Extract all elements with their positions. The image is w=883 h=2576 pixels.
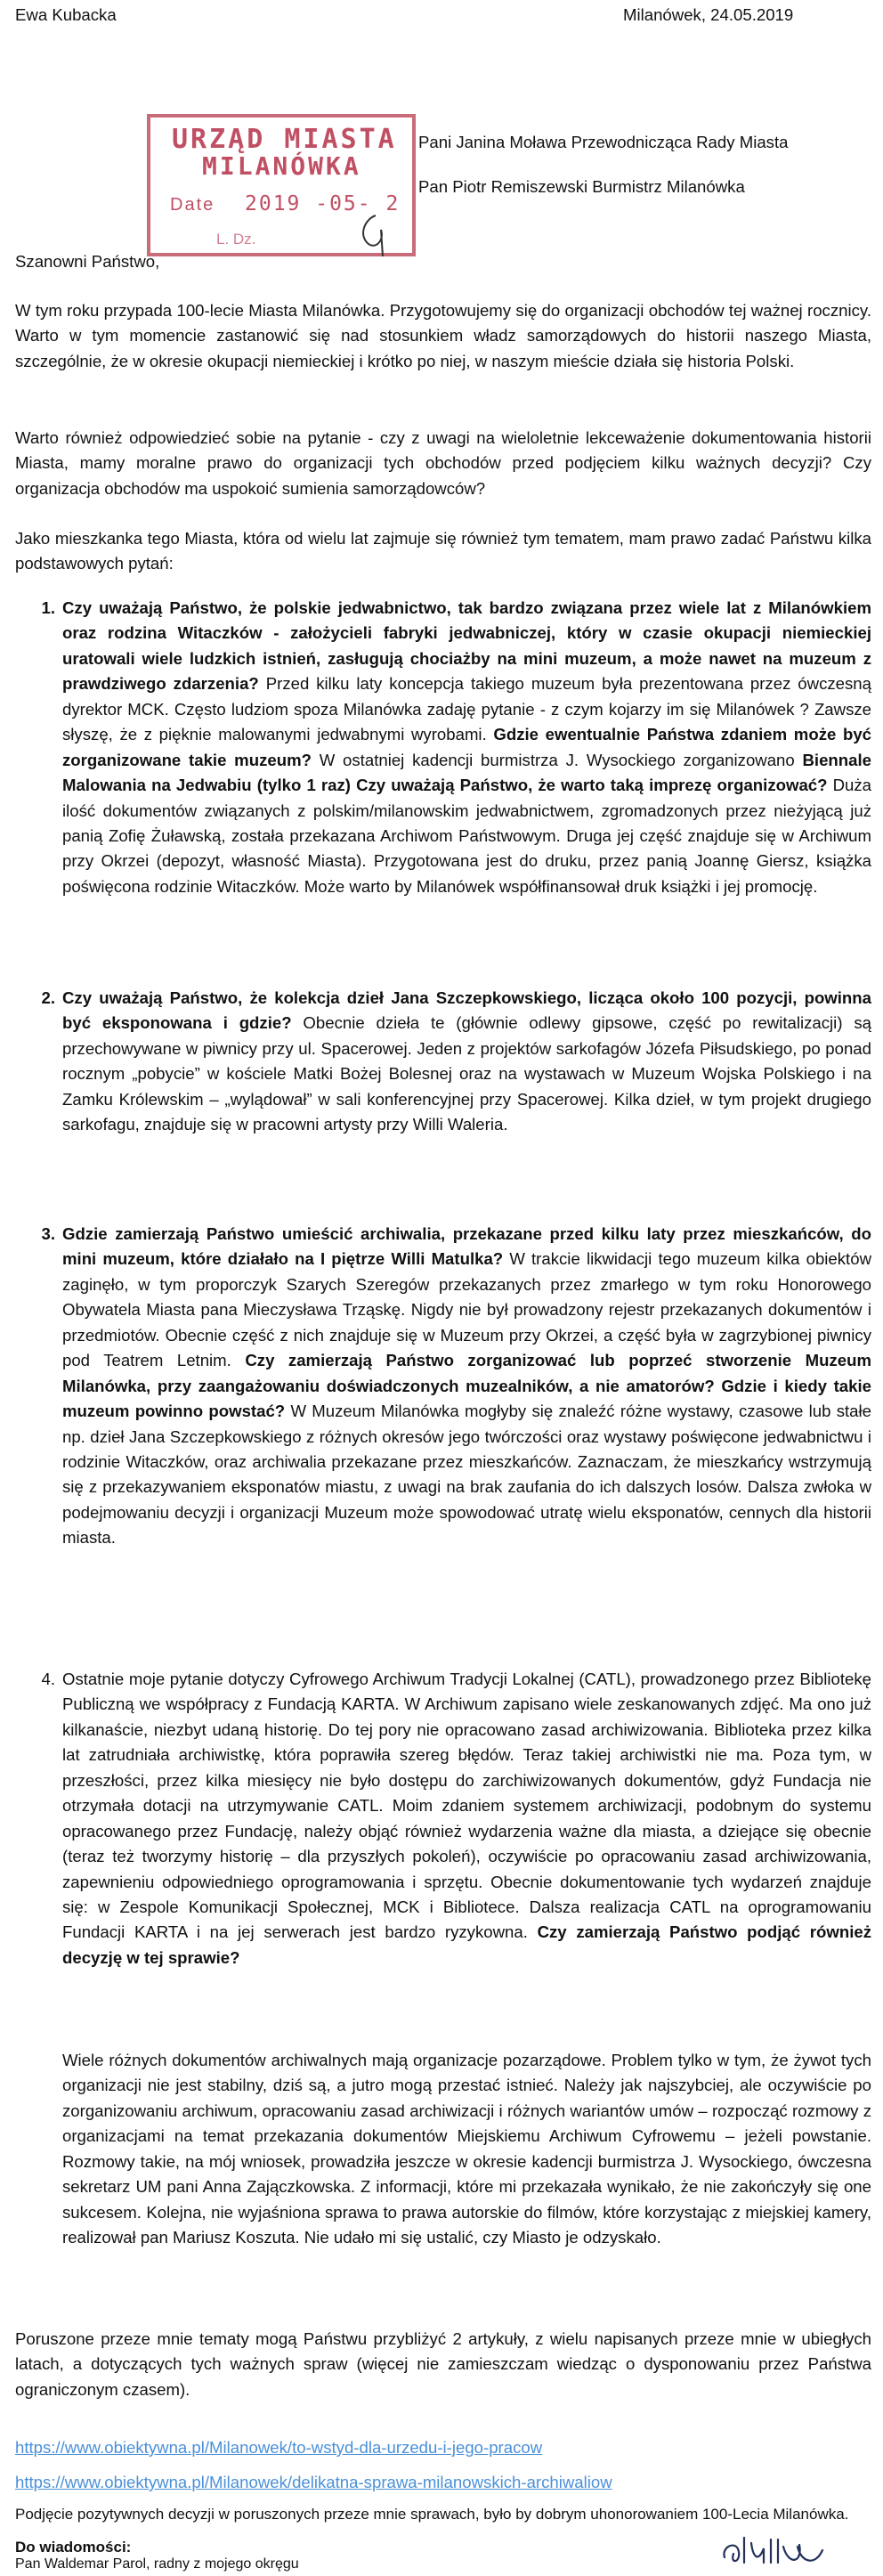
stamp-line1: URZĄD MIASTA (172, 124, 397, 155)
item-3-text-2: W Muzeum Milanówka mogłyby się znaleźć różne wystawy, czasowe lub stałe np. dzieł Jana Szczepkowskiego z różnych okresów jego twórczości oraz wystawy poświęcone jedwabnictwu i rodzinie Witaczków, oraz archiwalia przekazane przez mieszkańców. Zaznaczam, że mieszkańcy wstrzymują się z przekazywaniem eksponatów miastu, z uwagi na brak zaufania do ich dalszych losów. Dalsza zwłoka w podejmowaniu decyzji i organizacji Muzeum może spowodować utratę wielu eksponatów, cennych dla historii miasta. (62, 1402, 871, 1548)
stamp-sign-label: L. Dz. (216, 231, 256, 248)
item-2-question-1: Czy uważają Państwo, że kolekcja dzieł Jana Szczepkowskiego, licząca około 100 pozycji, powinna być eksponowana i gdzie? (62, 988, 871, 1033)
stamp-line2: MILANÓWKA (202, 151, 361, 181)
stamp-date: 2019 -05- 2 (245, 192, 401, 215)
item-1-text-1: Przed kilku laty koncepcja takiego muzeum była prezentowana przez ówczesną dyrektor MCK. Często ludziom spoza Milanówka zadaję pytanie - z czym kojarzy im się Milanówek ? Zawsze słyszę, że z pięknie malowanymi jedwabnymi wyrobami. (62, 674, 871, 744)
item-3-text (62, 1222, 871, 1551)
intro-paragraph-3: Jako mieszkanka tego Miasta, która od wielu lat zajmuje się również tym tematem, mam prawo zadać Państwu kilka podstawowych pytań: (15, 529, 871, 573)
item-3-question-2: Czy zamierzają Państwo zorganizować lub poprzeć stworzenie Muzeum Milanówka, przy zaangażowaniu doświadczonych muzealników, a nie amatorów? Gdzie i kiedy takie muzeum powinno powstać? (62, 1351, 871, 1421)
item-4-text-1: Ostatnie moje pytanie dotyczy Cyfrowego Archiwum Tradycji Lokalnej (CATL), prowadzonego przez Bibliotekę Publiczną we współpracy z Fundacją KARTA. W Archiwum zapisano wiele zeskanowanych zdjęć. Ma ono już kilkanaście, niezbyt udaną historię. Do tej pory nie opracowano zasad archiwizowania. Biblioteka przez kilka lat zatrudniała archiwistkę, która poprawiła szereg błędów. Teraz takiej archiwistki nie ma. Poza tym, w przeszłości, przez kilka miesięcy nie było dostępu do zarchiwizowanych dokumentów, gdyż Fundacja nie otrzymała dotacji na utrzymywanie CATL. Moim zdaniem systemem archiwizacji, podobnym do systemu opracowanego przez Fundację, należy objąć również wydarzenia ważne dla miasta, a dziejące się obecnie (teraz też tworzymy historię – dla przyszłych pokoleń), oczywiście po opracowaniu zasad archiwizowania, zapewnieniu odpowiedniego oprogramowania i sprzętu. Obecnie dokumentowanie tych wydarzeń znajduje się: w Zespole Komunikacji Społecznej, MCK i Bibliotece. Dalsza realizacja CATL na oprogramowaniu Fundacji KARTA i na jej serwerach jest bardzo ryzykowna. (62, 1670, 871, 1942)
stamp-initials-signature (349, 210, 402, 260)
cc-person: Pan Waldemar Parol, radny z mojego okręgu (15, 2556, 299, 2572)
articles-paragraph: Poruszone przeze mnie tematy mogą Państwu przybliżyć 2 artykuły, z wielu napisanych przeze mnie w ubiegłych latach, a dotyczących tych ważnych spraw (więcej nie zamieszczam wiedząc o dysponowaniu przez Państwa ograniczonym czasem). (15, 2329, 871, 2399)
item-4-number: 4. (41, 1670, 55, 1688)
item-1-text (62, 596, 871, 899)
article-link-2[interactable]: https://www.obiektywna.pl/Milanowek/delikatna-sprawa-milanowskich-archiwaliow (15, 2473, 612, 2491)
item-2-text-1: Obecnie dzieła te (głównie odlewy gipsowe, część po rewitalizacji) są przechowywane w piwnicy przy ul. Spacerowej. Jeden z projektów sarkofagów Józefa Piłsudskiego, po ponad rocznym „pobycie” w kościele Matki Bożej Bolesnej oraz na wystawach w Muzeum Wojska Polskiego i na Zamku Królewskim – „wylądował” w sali konferencyjnej przy Spacerowej. Kilka dzieł, w tym projekt drugiego sarkofagu, znajduje się w pracowni artysty przy Willi Waleria. (62, 1013, 871, 1134)
item-1-text-3: Duża ilość dokumentów związanych z polskim/milanowskim jedwabnictwem, zgromadzonych przez nieżyjącą już panią Zofię Żuławską, została przekazana Archiwom Państwowym. Druga jej część znajduje się w Archiwum przy Okrzei (depozyt, własność Miasta). Przygotowana jest do druku, przez panią Joannę Giersz, książka poświęcona rodzinie Witaczków. Może warto by Milanówek współfinansował druk książki i jej promocję. (62, 776, 871, 896)
item-3-number: 3. (41, 1224, 55, 1243)
item-3-text-1: W trakcie likwidacji tego muzeum kilka obiektów zaginęło, w tym proporczyk Szarych Szeregów przekazanych przez zmarłego w tym roku Honorowego Obywatela Miasta pana Mieczysława Trząskę. Nigdy nie był prowadzony rejestr przekazanych dokumentów i przedmiotów. Obecnie część z nich znajduje się w Muzeum przy Okrzei, a część była w zagrzybionej piwnicy pod Teatrem Letnim. (62, 1249, 871, 1370)
item-2-text (62, 986, 871, 1138)
item-1-number: 1. (41, 598, 55, 617)
recipient-1: Pani Janina Moława Przewodnicząca Rady Miasta (418, 133, 789, 151)
item-3-question-1: Gdzie zamierzają Państwo umieścić archiwalia, przekazane przed kilku laty przez mieszkańców, do mini muzeum, które działało na I piętrze Willi Matulka? (62, 1224, 871, 1269)
handwritten-signature (717, 2527, 851, 2573)
cc-label: Do wiadomości: (15, 2539, 132, 2556)
item-4-question-1: Czy zamierzają Państwo podjąć również decyzję w tej sprawie? (62, 1922, 871, 1967)
closing-paragraph: Podjęcie pozytywnych decyzji w poruszonych przeze mnie sprawach, było by dobrym uhonorowaniem 100-Lecia Milanówka. (15, 2506, 849, 2523)
item-1-question-1: Czy uważają Państwo, że polskie jedwabnictwo, tak bardzo związana przez wiele lat z Milanówkiem oraz rodzina Witaczków - założycieli fabryki jedwabniczej, który w czasie okupacji niemieckiej uratowali wiele ludzkich istnień, zasługują chociażby na mini muzeum, a może nawet na muzeum z prawdziwego zdarzenia? (62, 598, 871, 694)
item-2-number: 2. (41, 988, 55, 1007)
author-name: Ewa Kubacka (15, 5, 117, 24)
article-link-1[interactable]: https://www.obiektywna.pl/Milanowek/to-wstyd-dla-urzedu-i-jego-pracow (15, 2438, 543, 2457)
recipient-2: Pan Piotr Remiszewski Burmistrz Milanówka (418, 177, 745, 196)
item-1-question-2: Gdzie ewentualnie Państwa zdaniem może być zorganizowane takie muzeum? (62, 725, 872, 769)
intro-paragraph-1: W tym roku przypada 100-lecie Miasta Milanówka. Przygotowujemy się do organizacji obchodów tej ważnej rocznicy. Warto w tym momencie zastanowić się nad stosunkiem władz samorządowych do historii naszego Miasta, szczególnie, że w okresie okupacji niemieckiej i krótko po niej, w naszym mieście działa się historia Polski. (15, 301, 871, 370)
item-4-text (62, 1667, 871, 1971)
item-1-question-3: Biennale Malowania na Jedwabiu (tylko 1 raz) Czy uważają Państwo, że warto taką imprezę organizować? (62, 750, 871, 795)
salutation: Szanowni Państwo, (15, 252, 160, 271)
intro-paragraph-2: Warto również odpowiedzieć sobie na pytanie - czy z uwagi na wieloletnie lekceważenie dokumentowania historii Miasta, mamy moralne prawo do organizacji tych obchodów przed podjęciem kilku ważnych decyzji? Czy organizacja obchodów ma uspokoić sumienia samorządowców? (15, 428, 871, 498)
stamp-date-label: Date (170, 195, 215, 215)
ngo-paragraph: Wiele różnych dokumentów archiwalnych mają organizacje pozarządowe. Problem tylko w tym, że żywot tych organizacji nie jest stabilny, dziś są, a jutro mogą przestać istnieć. Należy jak najszybciej, ale oczywiście po zorganizowaniu archiwum, opracowaniu zasad archiwizacji i różnych wariantów umów – rozpocząć rozmowy z organizacjami na temat przekazania dokumentów Miejskiemu Archiwum Cyfrowemu – jeżeli powstanie. Rozmowy takie, na mój wniosek, prowadziła jeszcze w okresie kadencji burmistrza J. Wysockiego, ówczesna sekretarz UM pani Anna Zajączkowska. Z informacji, które mi przekazała wynikało, że nie zakończyły się one sukcesem. Kolejna, nie wyjaśniona sprawa to prawa autorskie do filmów, które korzystając z miejskiej kamery, realizował pan Mariusz Koszuta. Nie udało mi się ustalić, czy Miasto je odzyskało. (62, 2051, 871, 2247)
item-1-text-2: W ostatniej kadencji burmistrza J. Wysockiego zorganizowano (311, 750, 803, 769)
place-date: Milanówek, 24.05.2019 (623, 5, 794, 24)
